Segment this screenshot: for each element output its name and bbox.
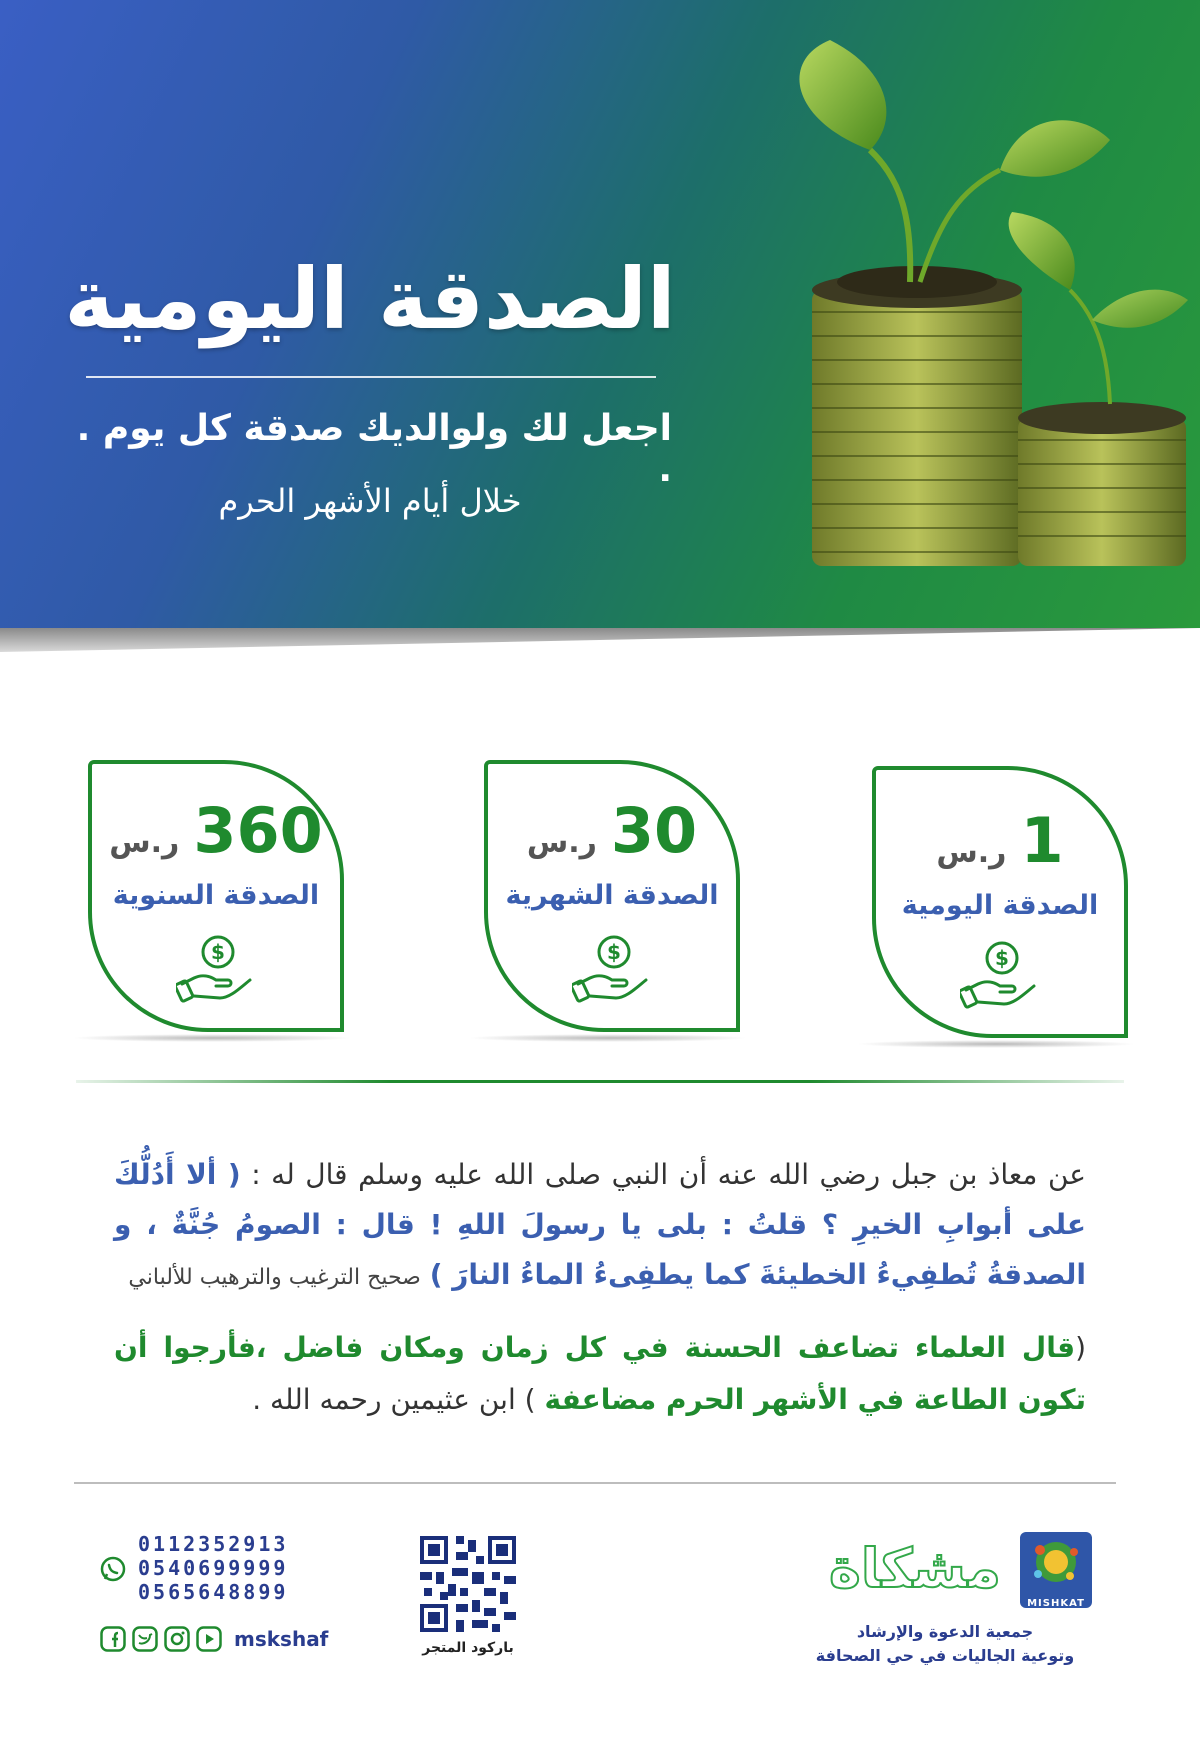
logo-wordmark: مشكاة: [829, 1537, 1001, 1600]
plant-coins-illustration: [640, 0, 1200, 628]
donation-card-monthly[interactable]: [484, 760, 740, 1032]
hero-subtitle: اجعل لك ولوالديك صدقة كل يوم . .: [76, 408, 672, 490]
svg-text:$: $: [211, 940, 225, 964]
phone-list: [138, 1532, 298, 1604]
card-label: الصدقة اليومية: [901, 890, 1099, 921]
donation-card-daily[interactable]: [872, 766, 1128, 1038]
twitter-icon[interactable]: [132, 1626, 158, 1652]
donation-card-yearly[interactable]: [88, 760, 344, 1032]
hadith-intro: عن معاذ بن جبل رضي الله عنه أن النبي صلى الله عليه وسلم قال له :: [251, 1158, 1087, 1191]
social-links: [100, 1626, 328, 1652]
social-handle[interactable]: mskshaf: [234, 1627, 329, 1651]
card-amount: [92, 794, 340, 867]
quote-close: ): [524, 1383, 536, 1416]
amount-value: 360: [193, 794, 323, 867]
currency-label: ر.س: [109, 825, 180, 860]
svg-text:$: $: [995, 946, 1009, 970]
card-label: الصدقة السنوية: [112, 880, 320, 911]
amount-value: 30: [610, 794, 698, 867]
youtube-icon[interactable]: [196, 1626, 222, 1652]
card-shadow: [856, 1040, 1136, 1048]
scholar-quote: [114, 1322, 1086, 1426]
hadith-text: ( ألا أَدُلُّكَ على أبوابِ الخيرِ ؟ قلتُ : بلى يا رسولَ اللهِ ! قال : الصومُ جُنَّةٌ ، و الصدقةُ تُطفِيءُ الخطيئةَ كما يطفِىءُ الماءُ النارَ ): [114, 1158, 1086, 1291]
org-line-1: جمعية الدعوة والإرشاد: [856, 1622, 1034, 1641]
amount-value: 1: [1020, 804, 1064, 877]
card-shadow: [468, 1034, 748, 1042]
footer-divider: [74, 1482, 1116, 1484]
currency-label: ر.س: [526, 825, 597, 860]
currency-label: ر.س: [936, 835, 1007, 870]
phone-number[interactable]: 0540699999: [138, 1556, 289, 1580]
section-divider: [76, 1080, 1124, 1083]
phone-number[interactable]: 0112352913: [138, 1532, 289, 1556]
quote-text: قال العلماء تضاعف الحسنة في كل زمان ومكان فاضل ،فأرجوا أن تكون الطاعة في الأشهر الحرم مضاعفة: [114, 1331, 1086, 1416]
card-amount: [488, 794, 736, 867]
logo-tagline: MISHKAT: [1027, 1598, 1085, 1609]
qr-caption: باركود المتجر: [422, 1640, 514, 1656]
instagram-icon[interactable]: [164, 1626, 190, 1652]
hero-banner: [0, 0, 1200, 628]
quote-attribution: ابن عثيمين رحمه الله .: [252, 1383, 516, 1416]
org-line-2: وتوعية الجاليات في حي الصحافة: [815, 1646, 1075, 1665]
hero-bottom-shade: [0, 628, 1200, 652]
hadith-paragraph: [114, 1150, 1086, 1303]
card-amount: [876, 804, 1124, 877]
svg-text:$: $: [607, 940, 621, 964]
whatsapp-icon: [100, 1556, 126, 1582]
title-underline: [86, 376, 656, 378]
card-label: الصدقة الشهرية: [505, 880, 719, 911]
store-qr-code[interactable]: [420, 1536, 516, 1632]
hand-coin-icon: [176, 934, 256, 1008]
hadith-source: صحيح الترغيب والترهيب للألباني: [128, 1265, 421, 1290]
facebook-icon[interactable]: [100, 1626, 126, 1652]
page-title: الصدقة اليومية: [64, 250, 676, 348]
quote-open: (: [1075, 1331, 1086, 1364]
hero-tagline: خلال أيام الأشهر الحرم: [218, 482, 522, 520]
hand-coin-icon: [572, 934, 652, 1008]
card-shadow: [72, 1034, 352, 1042]
organization-name: [800, 1620, 1090, 1668]
mishkat-logo-emblem: [1020, 1532, 1092, 1608]
phone-number[interactable]: 0565648899: [138, 1580, 289, 1604]
hand-coin-icon: [960, 940, 1040, 1014]
